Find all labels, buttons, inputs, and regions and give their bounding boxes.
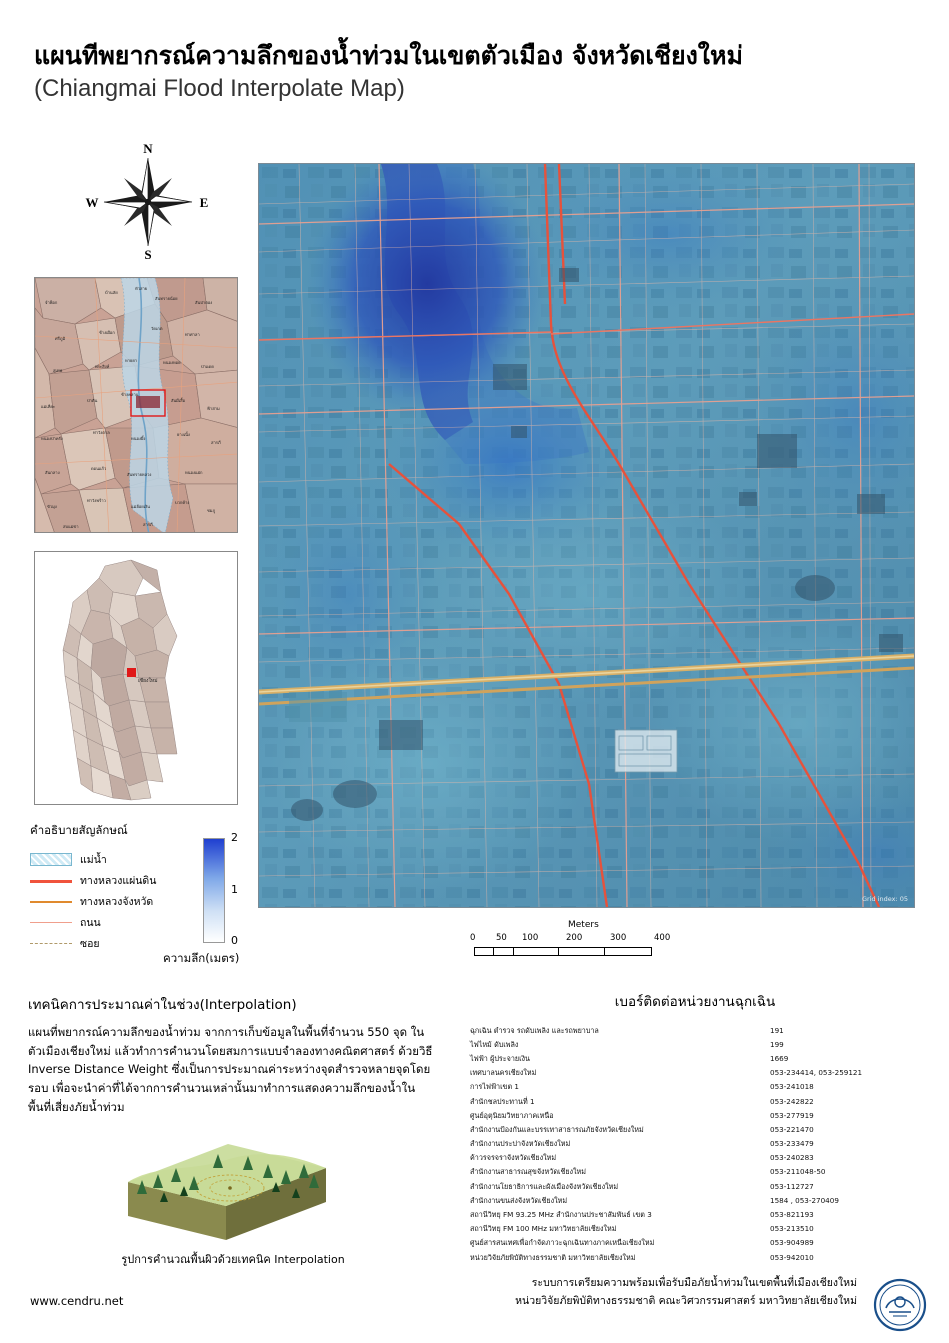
svg-text:ศรีภูมิ: ศรีภูมิ: [55, 336, 66, 341]
svg-text:สบแม่ข่า: สบแม่ข่า: [63, 524, 79, 529]
page-title-thai: แผนทีพยากรณ์ความลึกของน้ำท่วมในเขตตัวเมือง จังหวัดเชียงใหม่: [34, 41, 743, 70]
contact-name: หน่วยวิจัยภัยพิบัติทางธรรมชาติ มหาวิทยาลัยเชียงใหม่: [470, 1252, 636, 1262]
svg-text:จำพ็อก: จำพ็อก: [45, 300, 58, 305]
scalebar-label-50: 50: [496, 933, 507, 943]
svg-text:เชียงใหม่: เชียงใหม่: [138, 678, 158, 684]
table-row: [470, 1237, 900, 1251]
svg-text:ป่าแดด: ป่าแดด: [201, 364, 214, 369]
svg-text:หนองหอย: หนองหอย: [163, 360, 181, 365]
table-row: [470, 1208, 900, 1222]
locator-map-province: [34, 551, 238, 805]
table-row: [470, 1194, 900, 1208]
contact-name: ศูนย์สารสนเทศเพื่อกำจัดภาวะฉุกเฉินทางภาคเหนือเชียงใหม่: [470, 1238, 655, 1248]
table-row: [470, 1138, 900, 1152]
contact-name: สำนักงานประปาจังหวัดเชียงใหม่: [470, 1139, 571, 1149]
svg-text:หนองผึ้ง: หนองผึ้ง: [131, 436, 146, 441]
scalebar-bar: [474, 947, 652, 956]
svg-text:หายยา: หายยา: [125, 358, 138, 363]
provincial-line-swatch: [30, 901, 72, 904]
depth-tick-mid: 1: [231, 883, 238, 896]
contact-name: สำนักชลประทานที่ 1: [470, 1096, 535, 1106]
footer-credits: [337, 1275, 857, 1311]
contact-name: สำนักงานป้องกันและบรรเทาสาธารณภัยจังหวัดเชียงใหม่: [470, 1124, 644, 1134]
legend-label-river: แม่น้ำ: [80, 854, 107, 866]
svg-text:ยางเนิ้ง: ยางเนิ้ง: [177, 432, 190, 437]
contact-name: สำนักงานขนส่งจังหวัดเชียงใหม่: [470, 1195, 568, 1205]
contact-phone: 1669: [770, 1053, 789, 1063]
depth-caption: ความลึก(เมตร): [163, 951, 240, 965]
contact-phone: 053-240283: [770, 1153, 814, 1163]
contact-phone: 053-112727: [770, 1181, 814, 1191]
province-marker: [127, 668, 136, 677]
compass-label-n: N: [143, 141, 153, 156]
svg-text:ท่าวังพร้าว: ท่าวังพร้าว: [87, 498, 106, 503]
contacts-heading: เบอร์ติดต่อหน่วยงานฉุกเฉิน: [614, 994, 776, 1010]
svg-text:แม่เหียะ: แม่เหียะ: [41, 404, 56, 409]
main-flood-map[interactable]: [258, 163, 915, 908]
scalebar-label-100: 100: [522, 933, 539, 943]
contact-phone: 191: [770, 1025, 784, 1035]
svg-text:ขัวมุง: ขัวมุง: [47, 504, 57, 509]
interpolation-block-diagram: [118, 1130, 338, 1245]
contact-name: ศูนย์อุตุนิยมวิทยาภาคเหนือ: [470, 1110, 554, 1120]
alley-symbol: [30, 937, 72, 951]
legend-label-alley: ซอย: [80, 938, 100, 950]
svg-text:บ้านลัย: บ้านลัย: [105, 290, 118, 295]
water-swatch: [30, 853, 72, 866]
legend-label-road: ถนน: [80, 917, 101, 929]
locator-map-districts: [34, 277, 238, 533]
scalebar-label-200: 200: [566, 933, 583, 943]
table-row: [470, 1251, 900, 1265]
university-seal-logo: [873, 1278, 927, 1332]
table-row: [470, 1038, 900, 1052]
contacts-table: [470, 1024, 900, 1265]
table-row: [470, 1081, 900, 1095]
svg-text:สารภี: สารภี: [211, 440, 221, 445]
svg-text:หัวสาย: หัวสาย: [135, 286, 148, 291]
svg-text:ป่าตัน: ป่าตัน: [87, 398, 98, 403]
svg-text:สันกลาง: สันกลาง: [45, 470, 60, 475]
svg-text:ท่าวังตาล: ท่าวังตาล: [93, 430, 110, 435]
table-row: [470, 1067, 900, 1081]
depth-tick-min: 0: [231, 934, 238, 947]
svg-text:แม่ฮ้อยเงิน: แม่ฮ้อยเงิน: [131, 504, 150, 509]
highway-symbol: [30, 874, 72, 888]
contact-phone: 053-221470: [770, 1124, 814, 1134]
table-row: [470, 1024, 900, 1038]
interpolation-body: แผนที่พยากรณ์ความลึกของน้ำท่วม จากการเก็บข้อมูลในพื้นที่จำนวน 550 จุด ในตัวเมืองเชียงใหม่ แล้วทำการคำนวนโดยสมการแบบจำลองทางคณิตศาสตร์ ด้วยวิธี Inverse Distance Weight ซึ่งเป็นการประมาณค่าระหว่างจุดสำรวจหลายจุดโดยรอบ เพื่อจะนำค่าที่ได้จากการคำนวนเหล่านั้นมาทำการแสดงความลึกของน้ำในพื้นที่เสี่ยงภัยน้ำท่วม: [28, 1025, 433, 1114]
depth-tick-max: 2: [231, 831, 238, 844]
interpolation-heading: เทคนิคการประมาณค่าในช่วง(Interpolation): [28, 997, 297, 1013]
contact-phone: 053-211048-50: [770, 1167, 826, 1177]
title-block: [34, 40, 914, 104]
svg-text:สุเทพ: สุเทพ: [53, 368, 63, 373]
flood-depth-raster: [259, 164, 914, 907]
contact-phone: 053-242822: [770, 1096, 814, 1106]
scalebar-label-400: 400: [654, 933, 671, 943]
table-row: [470, 1095, 900, 1109]
contact-phone: 199: [770, 1039, 784, 1049]
svg-text:ช้างเผือก: ช้างเผือก: [99, 330, 115, 335]
table-row: [470, 1223, 900, 1237]
contact-phone: 053-942010: [770, 1252, 814, 1262]
table-row: [470, 1109, 900, 1123]
contact-phone: 053-821193: [770, 1210, 814, 1220]
table-row: [470, 1123, 900, 1137]
contact-name: ไฟฟ้า ผู้ประจายเงิน: [470, 1053, 530, 1063]
contact-phone: 053-904989: [770, 1238, 814, 1248]
svg-text:สันทรายหลวง: สันทรายหลวง: [127, 472, 152, 477]
scalebar-label-300: 300: [610, 933, 627, 943]
footer-line-2: หน่วยวิจัยภัยพิบัติทางธรรมชาติ คณะวิศวกรรมศาสตร์ มหาวิทยาลัยเชียงใหม่: [515, 1294, 857, 1307]
svg-text:ฟ้าฮ่าม: ฟ้าฮ่าม: [207, 406, 220, 411]
table-row: [470, 1152, 900, 1166]
compass-rose: [78, 140, 218, 265]
scalebar-label-0: 0: [470, 933, 476, 943]
provincial-road-symbol: [30, 895, 72, 909]
footer-line-1: ระบบการเตรียมความพร้อมเพื่อรับมือภัยน้ำท่วมในเขตพื้นที่เมืองเชียงใหม่: [531, 1277, 857, 1289]
svg-text:สันป่าตอง: สันป่าตอง: [195, 300, 213, 305]
contact-phone: 053-213510: [770, 1224, 814, 1234]
scalebar-unit: Meters: [568, 920, 599, 930]
road-line-swatch: [30, 922, 72, 924]
contact-name: สถานีวิทยุ FM 93.25 MHz สำนักงานประชาสัมพันธ์ เขต 3: [470, 1210, 652, 1220]
svg-text:วัดเกต: วัดเกต: [151, 326, 163, 331]
contact-phone: 053-241018: [770, 1082, 814, 1092]
emergency-contacts-section: [470, 990, 920, 1265]
svg-text:ท่าศาลา: ท่าศาลา: [185, 332, 200, 337]
svg-text:หนองแฝก: หนองแฝก: [185, 470, 203, 475]
table-row: [470, 1052, 900, 1066]
table-row: [470, 1166, 900, 1180]
contact-name: สำนักงานโยธาธิการและผังเมืองจังหวัดเชียงใหม่: [470, 1181, 619, 1191]
legend-label-highway: ทางหลวงแผ่นดิน: [80, 875, 157, 887]
footer-website-url[interactable]: www.cendru.net: [30, 1294, 124, 1308]
svg-text:หนองป่าครั่ง: หนองป่าครั่ง: [41, 436, 63, 441]
contact-name: ค้าวรจรจราจังหวัดเชียงใหม่: [470, 1153, 557, 1163]
contact-name: การไฟฟ้าเขต 1: [470, 1082, 519, 1092]
interpolation-figure-caption: รูปการคำนวณพื้นผิวด้วยเทคนิค Interpolation: [121, 1253, 345, 1266]
legend-label-provincial-road: ทางหลวงจังหวัด: [80, 896, 154, 908]
contact-phone: 053-233479: [770, 1139, 814, 1149]
depth-colorbar: [163, 822, 259, 965]
map-scalebar: [470, 921, 680, 965]
contact-name: เทศบาลนครเชียงใหม่: [470, 1068, 537, 1078]
contact-phone: 053-234414, 053-259121: [770, 1068, 863, 1078]
compass-label-e: E: [199, 195, 209, 210]
svg-text:ช้างคลาน: ช้างคลาน: [121, 392, 139, 397]
depth-gradient: [203, 838, 225, 943]
contact-phone: 1584 , 053-270409: [770, 1195, 839, 1205]
alley-line-swatch: [30, 943, 72, 944]
svg-text:พระสิงห์: พระสิงห์: [95, 364, 110, 369]
grid-index-label: Grid index: 05: [861, 895, 908, 903]
contact-phone: 053-277919: [770, 1110, 814, 1120]
page-title-english: (Chiangmai Flood Interpolate Map): [34, 75, 405, 103]
svg-text:สันผีเสื้อ: สันผีเสื้อ: [171, 398, 186, 403]
highway-line-swatch: [30, 880, 72, 883]
svg-text:สันทรายน้อย: สันทรายน้อย: [155, 296, 178, 301]
compass-label-w: W: [85, 195, 99, 210]
scalebar-labels: [470, 933, 680, 944]
compass-label-s: S: [144, 247, 152, 262]
contact-name: สถานีวิทยุ FM 100 MHz มหาวิทยาลัยเชียงใหม่: [470, 1224, 617, 1234]
contact-name: สำนักงานสาธารณสุขจังหวัดเชียงใหม่: [470, 1167, 587, 1177]
legend-title: คำอธิบายสัญลักษณ์: [30, 823, 128, 837]
svg-text:ชมภู: ชมภู: [207, 508, 216, 513]
road-symbol: [30, 916, 72, 930]
svg-text:ดอนแก้ว: ดอนแก้ว: [91, 466, 107, 471]
svg-text:สารภี: สารภี: [143, 522, 153, 527]
svg-text:บวกค้าง: บวกค้าง: [175, 500, 190, 505]
river-symbol: [30, 853, 72, 867]
contact-name: ไฟไหม้ ดับเพลิง: [470, 1039, 519, 1049]
contact-name: ฉุกเฉิน ตำรวจ รถดับเพลิง และรถพยาบาล: [470, 1025, 599, 1035]
interpolation-section: [28, 993, 438, 1116]
table-row: [470, 1180, 900, 1194]
